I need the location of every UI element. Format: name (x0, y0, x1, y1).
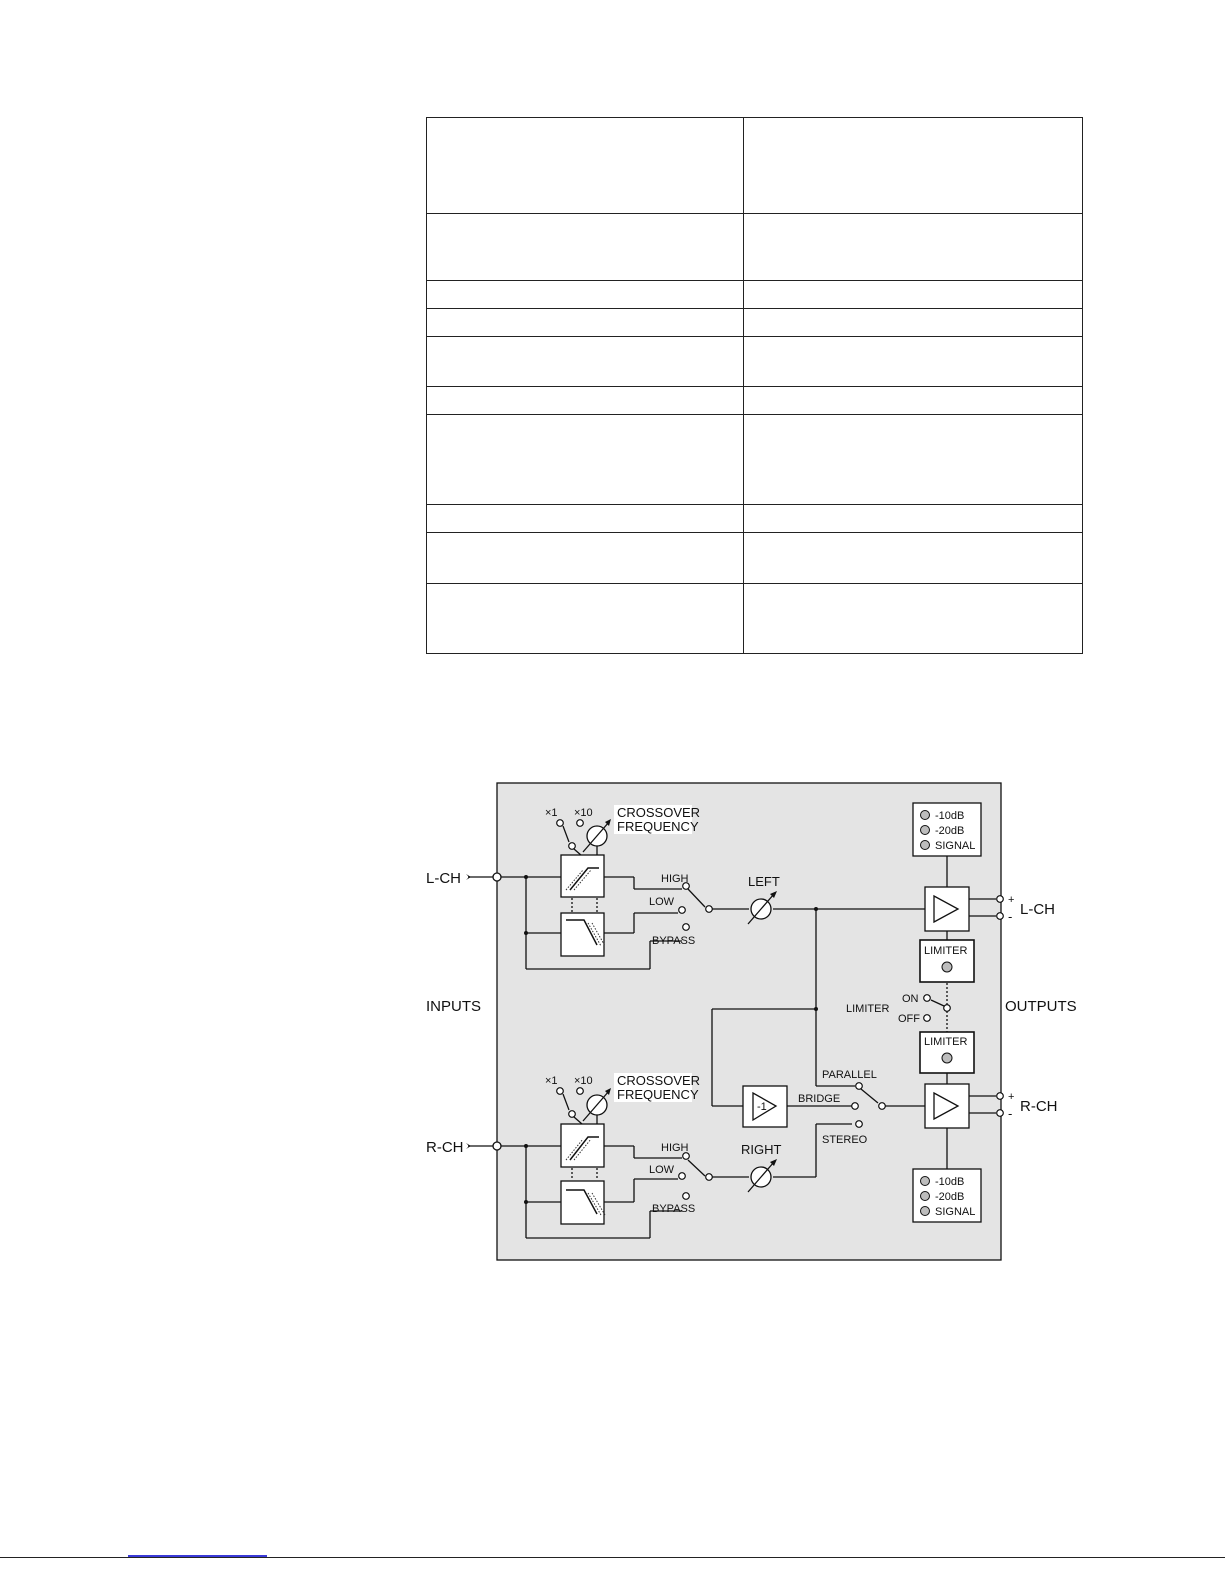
table-cell-value (744, 309, 1083, 337)
left-output-label: L-CH (1020, 901, 1056, 918)
table-row (427, 533, 1083, 584)
plus-label: + (1008, 1091, 1015, 1103)
table-cell-label (427, 533, 744, 584)
plus-label: + (1008, 894, 1015, 906)
right-level-label: RIGHT (741, 1142, 782, 1157)
table-cell-value (744, 415, 1083, 505)
spec-table (426, 117, 1083, 654)
limiter-box-label: LIMITER (924, 945, 968, 957)
table-row (427, 415, 1083, 505)
stereo-contact (856, 1121, 863, 1128)
table-cell-value (744, 533, 1083, 584)
led-icon (921, 1177, 930, 1186)
table-row (427, 214, 1083, 281)
low-label: LOW (649, 896, 675, 908)
led-icon (942, 962, 952, 972)
table-row (427, 118, 1083, 214)
limiter-on-contact (924, 995, 931, 1002)
table-row (427, 281, 1083, 309)
high-pass-filter-box (561, 1124, 604, 1167)
right-output-label: R-CH (1020, 1098, 1058, 1115)
table-cell-value (744, 118, 1083, 214)
block-diagram (0, 760, 1225, 1280)
meter-label: SIGNAL (935, 1206, 976, 1218)
footer-rule (0, 1557, 1225, 1558)
high-label: HIGH (661, 873, 689, 885)
meter-label: -20dB (935, 825, 965, 837)
table-row (427, 337, 1083, 387)
outputs-label: OUTPUTS (1005, 998, 1077, 1015)
parallel-label: PARALLEL (822, 1069, 877, 1081)
table-cell-label (427, 214, 744, 281)
table-cell-value (744, 387, 1083, 415)
led-icon (921, 811, 930, 820)
limiter-off-contact (924, 1015, 931, 1022)
high-pass-filter-box (561, 855, 604, 897)
crossover-label-line2: FREQUENCY (617, 819, 699, 834)
led-icon (942, 1053, 952, 1063)
low-contact (679, 907, 686, 914)
limiter-switch-label: LIMITER (846, 1003, 890, 1015)
low-label: LOW (649, 1164, 675, 1176)
range-x1-label: ×1 (545, 1075, 558, 1087)
meter-label: -20dB (935, 1191, 965, 1203)
crossover-label-line1: CROSSOVER (617, 1073, 701, 1088)
led-icon (921, 1192, 930, 1201)
range-x10-contact (577, 820, 584, 827)
limiter-on-label: ON (902, 993, 919, 1005)
parallel-contact (856, 1083, 863, 1090)
left-input-label: L-CH (426, 870, 462, 887)
table-row (427, 387, 1083, 415)
table-cell-label (427, 281, 744, 309)
footer-link-underline[interactable] (128, 1555, 267, 1557)
table-cell-label (427, 415, 744, 505)
table-cell-value (744, 214, 1083, 281)
bypass-label: BYPASS (652, 935, 696, 947)
table-row (427, 505, 1083, 533)
bypass-contact (683, 924, 690, 931)
range-x1-contact (557, 820, 564, 827)
inputs-label: INPUTS (426, 998, 482, 1015)
table-cell-label (427, 118, 744, 214)
crossover-label-line2: FREQUENCY (617, 1087, 699, 1102)
inverter-label: -1 (757, 1101, 767, 1113)
right-input-label: R-CH (426, 1139, 464, 1156)
table-cell-value (744, 337, 1083, 387)
table-cell-label (427, 309, 744, 337)
limiter-off-label: OFF (898, 1013, 920, 1025)
crossover-label-line1: CROSSOVER (617, 805, 701, 820)
bypass-label: BYPASS (652, 1203, 696, 1215)
range-x10-label: ×10 (574, 1075, 593, 1087)
limiter-box-label: LIMITER (924, 1036, 968, 1048)
bridge-label: BRIDGE (798, 1093, 841, 1105)
right-amplifier-box (925, 1084, 969, 1128)
meter-label: SIGNAL (935, 840, 976, 852)
table-cell-label (427, 505, 744, 533)
minus-label: - (1008, 909, 1013, 924)
range-x10-label: ×10 (574, 807, 593, 819)
led-icon (921, 841, 930, 850)
meter-label: -10dB (935, 1176, 965, 1188)
low-pass-filter-box (561, 1181, 604, 1224)
led-icon (921, 826, 930, 835)
table-cell-value (744, 505, 1083, 533)
stereo-label: STEREO (822, 1134, 868, 1146)
table-row (427, 309, 1083, 337)
high-label: HIGH (661, 1142, 689, 1154)
table-cell-label (427, 387, 744, 415)
left-level-label: LEFT (748, 874, 780, 889)
table-cell-value (744, 584, 1083, 654)
range-x1-label: ×1 (545, 807, 558, 819)
table-cell-value (744, 281, 1083, 309)
led-icon (921, 1207, 930, 1216)
table-cell-label (427, 337, 744, 387)
table-cell-label (427, 584, 744, 654)
meter-label: -10dB (935, 810, 965, 822)
bridge-contact (852, 1103, 859, 1110)
table-row (427, 584, 1083, 654)
left-amplifier-box (925, 887, 969, 931)
minus-label: - (1008, 1106, 1013, 1121)
